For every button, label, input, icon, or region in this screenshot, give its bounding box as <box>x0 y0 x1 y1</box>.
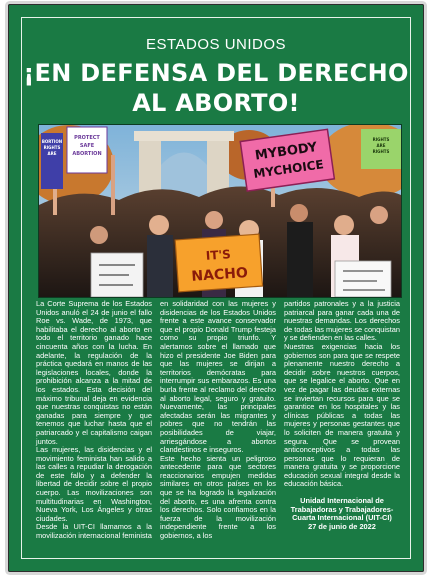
sign-reproductive-rights <box>361 129 401 169</box>
signature-line: Unidad Internacional de <box>300 496 384 506</box>
svg-text:ABORTION: ABORTION <box>72 151 102 157</box>
article-paragraph: partidos patronales y a la justicia patriarcal para ganar cada una de nuestras demandas. Los derechos de todas las mujeres se conquistan y se defienden en las calles. <box>284 299 400 343</box>
sign-abortion-rights <box>41 133 63 189</box>
svg-text:MYBODY: MYBODY <box>254 139 319 164</box>
article-paragraph: Desde la UIT-CI llamamos a la movilización internacional feminista <box>36 522 152 541</box>
svg-text:RIGHTS: RIGHTS <box>372 137 390 142</box>
svg-text:ARE: ARE <box>47 151 57 156</box>
sign-its-nacho <box>175 234 262 292</box>
signature-line: Cuarta Internacional (UIT-CI) <box>292 513 392 523</box>
protest-photo <box>38 124 402 298</box>
article-body <box>36 300 400 550</box>
svg-text:IT'S: IT'S <box>205 247 232 263</box>
svg-text:ARE: ARE <box>376 143 386 148</box>
svg-text:RIGHTS: RIGHTS <box>372 149 390 154</box>
svg-text:MYCHOICE: MYCHOICE <box>252 157 325 181</box>
article-paragraph: en solidaridad con las mujeres y disidencias de los Estados Unidos frente a este avance conservador que el propio Donald Trump festeja como su propio triunfo. Y alertamos sobre el llamado que hizo el presidente Joe Biden para que las mujeres se dirijan a territorios demócratas para interrumpir sus embarazos. Es una burla frente al reclamo del derecho al aborto legal, seguro y gratuito. Nuevamente, las principales afectadas serán las migrantes y pobres que no tendrán las posibilidades de viajar, arriesgándose a abortos clandestinos e inseguros. <box>160 299 276 455</box>
article-paragraph: La Corte Suprema de los Estados Unidos anuló el 24 de junio el fallo Roe vs. Wade, de 1973, que habilitaba el derecho al aborto en todo el territorio ganado hace cincuenta años con la lucha. En adelante, la regulación de la práctica quedará en manos de las legislaciones locales, donde la prohibición alcanza a la mitad de los estados. Esta decisión del máximo tribunal deja en evidencia que nuestras conquistas no están ganadas para siempre y que tenemos que luchar hasta que el patriarcado y el capitalismo caigan juntos. <box>36 299 152 446</box>
signature-block <box>284 497 400 531</box>
section-kicker: ESTADOS UNIDOS <box>145 36 287 53</box>
article-paragraph: Nuestras exigencias hacia los gobiernos son para que se respete plenamente nuestro derecho a decidir sobre nuestros cuerpos, que se legalice el aborto. Que en vez de pagar las deudas externas se inviertan recursos para que se garantice en los hospitales y las clínicas públicas a todas las mujeres y personas gestantes que lo soliciten de manera gratuita y segura. Que se provean anticonceptivos a todas las personas que lo requieran de manera gratuita y se proporcione educación sexual integral desde la educación básica. <box>284 341 400 489</box>
page-title <box>8 58 424 118</box>
sign-bottom-left <box>91 253 143 297</box>
svg-text:PROTECT: PROTECT <box>74 135 100 141</box>
signature-date: 27 de junio de 2022 <box>308 521 376 531</box>
title-line-1: ¡EN DEFENSA DEL DERECHO <box>23 59 409 87</box>
signature-line: Trabajadoras y Trabajadores- <box>290 504 394 514</box>
svg-text:NACHO: NACHO <box>190 265 249 285</box>
svg-text:RIGHTS: RIGHTS <box>43 145 61 150</box>
sign-protest-white <box>67 127 107 173</box>
svg-text:BORTION: BORTION <box>41 139 63 144</box>
article-column-2 <box>160 300 276 550</box>
article-column-3 <box>284 300 400 550</box>
article-paragraph: Este hecho sienta un peligroso antecedente para que sectores reaccionarios empujen medidas similares en otros países en los que se ha logrado la legalización del aborto, es una afrenta contra los derechos. Solo confiamos en la fuerza de la movilización independiente frente a los gobiernos, a los <box>160 453 276 541</box>
svg-text:SAFE: SAFE <box>79 143 95 149</box>
magazine-page <box>8 4 424 572</box>
article-column-1 <box>36 300 152 550</box>
sign-bottom-right <box>335 261 391 297</box>
article-paragraph: Las mujeres, las disidencias y el movimiento feminista han salido a las calles a repudiar la derogación de este fallo y a defender la libertad de decidir sobre el propio cuerpo. Las movilizaciones son multitudinarias en Washington, Nueva York, Los Ángeles y otras ciudades. <box>36 445 152 523</box>
title-line-2: AL ABORTO! <box>132 89 300 117</box>
